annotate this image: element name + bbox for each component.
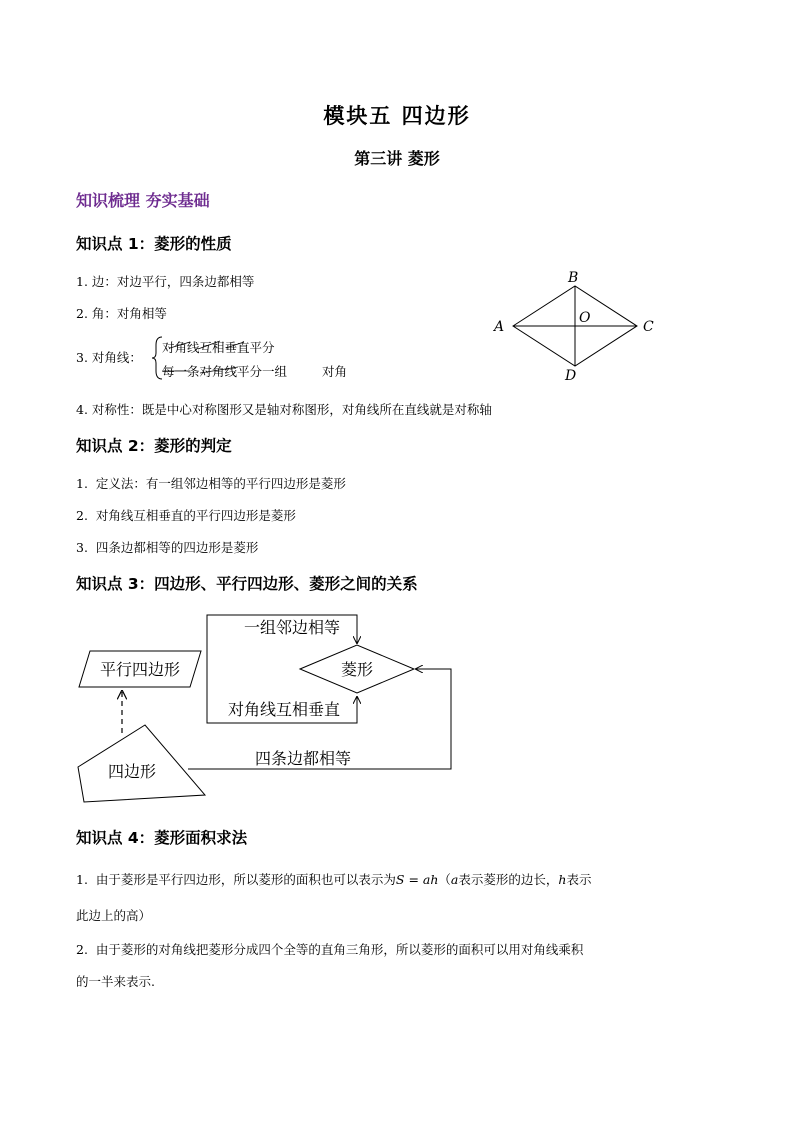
kp1-item-angles: 2. 角：对角相等: [76, 306, 167, 321]
label-b: B: [568, 270, 579, 286]
kp2-item-2: 2. 对角线互相垂直的平行四边形是菱形: [76, 508, 296, 523]
kp1-diag-property-2: 每一条对角线平分一组: [162, 364, 288, 379]
parallelogram-label: 平行四边形: [99, 660, 181, 679]
kp4-heading: 知识点 4：菱形面积求法: [76, 829, 248, 847]
relationship-diagram: [70, 605, 465, 805]
rhombus-figure: [490, 266, 665, 386]
quadrilateral-label: 四边形: [107, 762, 157, 781]
cond-adjacent: 一组邻边相等: [243, 618, 341, 637]
kp1-item-symmetry: 4. 对称性：既是中心对称图形又是轴对称图形，对角线所在直线就是对称轴: [76, 402, 492, 417]
kp2-item-1: 1. 定义法：有一组邻边相等的平行四边形是菱形: [76, 476, 346, 491]
kp4-item-2-cont: 的一半来表示.: [76, 974, 155, 989]
rhombus-label: 菱形: [340, 660, 374, 679]
section-heading: 知识梳理 夯实基础: [76, 191, 210, 210]
kp4-item-1: 1. 由于菱形是平行四边形，所以菱形的面积也可以表示为S = ah（a表示菱形的边长，h表示: [76, 872, 592, 887]
strike-marks: [160, 362, 295, 380]
page-title: 模块五 四边形: [323, 103, 471, 128]
lecture-subtitle: 第三讲 菱形: [354, 149, 440, 168]
label-o: O: [579, 310, 591, 326]
kp3-heading: 知识点 3：四边形、平行四边形、菱形之间的关系: [76, 575, 418, 593]
kp1-diag-property-1: 对角线互相垂直平分: [162, 340, 275, 355]
kp2-heading: 知识点 2：菱形的判定: [76, 437, 232, 455]
area-formula: S = ah: [395, 872, 439, 887]
kp1-diag-property-2-tail: 对角: [322, 364, 348, 379]
kp1-item-diagonals-label: 3. 对角线：: [76, 350, 142, 365]
kp4-item-1-cont: 此边上的高）: [76, 908, 152, 923]
label-c: C: [643, 319, 654, 335]
cond-diagonal: 对角线互相垂直: [227, 700, 341, 719]
label-d: D: [565, 368, 577, 384]
label-a: A: [494, 319, 505, 335]
strike-marks: [160, 336, 285, 356]
kp4-item-2: 2. 由于菱形的对角线把菱形分成四个全等的直角三角形，所以菱形的面积可以用对角线乘积: [76, 942, 584, 957]
kp1-item-sides: 1. 边：对边平行，四条边都相等: [76, 274, 255, 289]
cond-four-sides: 四条边都相等: [254, 749, 352, 768]
kp1-heading: 知识点 1：菱形的性质: [76, 235, 232, 253]
kp2-item-3: 3. 四条边都相等的四边形是菱形: [76, 540, 259, 555]
